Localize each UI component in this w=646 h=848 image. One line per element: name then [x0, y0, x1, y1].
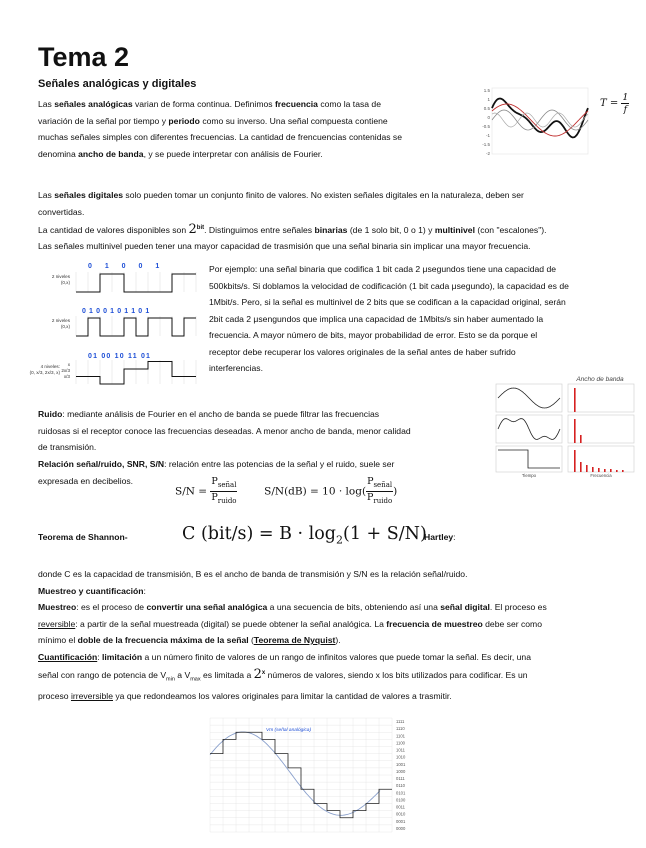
quant-code-label: 1010	[396, 754, 406, 760]
quantization-figure	[200, 712, 428, 838]
quant-code-label: 0001	[396, 818, 406, 824]
svg-text:1.5: 1.5	[483, 88, 490, 93]
svg-text:1: 1	[487, 97, 490, 102]
bandwidth-figure	[492, 372, 638, 478]
svg-text:0 1 0 0 1: 0 1 0 0 1	[88, 263, 165, 270]
composite-wave-figure	[478, 86, 590, 158]
digital-signals-figure	[29, 258, 206, 392]
svg-text:0 1 0 0 1 0 1 1 0 1: 0 1 0 0 1 0 1 1 0 1	[82, 308, 150, 315]
svg-text:0.5: 0.5	[483, 106, 490, 111]
svg-text:-1: -1	[485, 133, 490, 138]
quant-code-label: 1011	[396, 747, 406, 753]
svg-text:Vm (señal analógica): Vm (señal analógica)	[266, 728, 312, 733]
svg-text:01 00 10 11 01: 01 00 10 11 01	[88, 353, 152, 360]
svg-text:-0.5: -0.5	[482, 124, 490, 129]
example-paragraph: Por ejemplo: una señal binaria que codifica 1 bit cada 2 μsegundos tiene una capacidad de 500kbits/s. Si doblamos la velocidad de codificación (1 bit cada μsegundo), la capacidad es de 1Mbit/s. Pero, si la señal es multinivel de 2 bits que se codifican a la capacidad original, serán 2bit cada 2 μsengundos que implica una capacidad de 1Mbits/s sin haber aumentado la frecuencia. A mayor número de bits, mayor probabilidad de error. Esto se da porque el receptor debe recuperar los valores originales de la señal antes de haber sufrido interferencias.	[209, 264, 569, 373]
quant-code-label: 1000	[396, 768, 406, 774]
digital-paragraph: Las señales digitales solo pueden tomar un conjunto finito de valores. No existen señales digitales en la naturaleza, deben ser convertidas. La cantidad de valores disponibles son $2^{bit}$. Distinguimos entre señales binarias (de 1 solo bit, 0 o 1) y multinivel (con "escalones"). Las señales multinivel pueden tener una mayor capacidad de trasmisión que una señal binaria sin implicar una mayor frecuencia.	[38, 190, 547, 252]
quant-code-label: 0101	[396, 790, 406, 796]
svg-text:2 niveles: 2 niveles	[51, 318, 70, 323]
quant-code-label: 0010	[396, 811, 406, 817]
noise-paragraph: Ruido: mediante análisis de Fourier en el ancho de banda se puede filtrar las frecuencias ruidosas si el receptor conoce las frecuencias deseadas. A menor ancho de banda, menor calidad de transmisión.	[38, 409, 411, 452]
quant-code-label: 0000	[396, 825, 406, 831]
page-title: Tema 2	[38, 42, 130, 72]
snr-formula: S/N = $\frac{P_{señal}}{P_{ruido}}$ S/N(dB) = 10 · log( $\frac{P_{señal}}{P_{ruido}}$ )	[175, 476, 398, 505]
svg-text:0: 0	[487, 115, 490, 120]
svg-text:Tiempo: Tiempo	[521, 473, 537, 478]
quant-code-label: 1110	[396, 726, 405, 732]
quant-code-label: 1101	[396, 733, 406, 739]
quant-code-label: 1100	[396, 740, 406, 746]
period-formula: T = $\frac{1}{f}$	[600, 92, 629, 115]
section-subtitle: Señales analógicas y digitales	[38, 78, 197, 90]
sampling-section: donde C es la capacidad de transmisión, B es el ancho de banda de transmisión y S/N es la relación señal/ruido. Muestreo y cuantificación: Muestreo: es el proceso de convertir una señal analógica a una secuencia de bits, obteniendo así una señal digital. El proceso es reversible: a partir de la señal muestreada (digital) se puede obtener la señal analógica. La frecuencia de muestreo debe ser como mínimo el doble de la frecuencia máxima de la señal (Teorema de Nyquist). Cuantificación: limitación a un número finito de valores de un rango de infinitos valores que puede tomar la señal. Es decir, una señal con rango de potencia de $V_{min}$ a $V_{max}$ es limitada a 2$^x$ números de valores, siendo x los bits utilizados para codificar. Es un proceso irreversible ya que redondeamos los valores originales para limitar la cantidad de valores a trasmitir.	[38, 569, 547, 702]
svg-text:x/3: x/3	[63, 374, 70, 379]
svg-text:(0, x/3, 2x/3, x): (0, x/3, 2x/3, x)	[29, 370, 60, 375]
svg-text:Frecuencia: Frecuencia	[590, 473, 612, 478]
shannon-formula: C $(bit/s) = B \cdot \log_2(1 + S/N)$	[182, 524, 427, 547]
svg-text:-1.5: -1.5	[482, 142, 490, 147]
svg-text:(0,x): (0,x)	[60, 324, 70, 329]
shannon-label: Teorema de Shannon-	[38, 532, 128, 542]
svg-text:2 niveles: 2 niveles	[51, 274, 70, 279]
binary-signal-10bit	[76, 318, 196, 336]
quant-code-label: 1001	[396, 761, 406, 767]
svg-text:-2: -2	[485, 151, 490, 156]
snr-paragraph: Relación señal/ruido, SNR, S/N: relación entre las potencias de la señal y el ruido, suele ser expresada en decibelios.	[38, 459, 395, 486]
hartley-label: Hartley:	[424, 532, 456, 542]
quant-code-label: 0110	[396, 783, 406, 789]
svg-text:x: x	[67, 362, 70, 367]
svg-text:2x/3: 2x/3	[61, 368, 70, 373]
svg-text:(0,x): (0,x)	[60, 280, 70, 285]
analog-paragraph: Las señales analógicas varian de forma continua. Definimos frecuencia como la tasa de variación de la señal por tiempo y periodo como su inverso. Una señal compuesta contiene muchas señales simples con diferentes frecuencias. La cantidad de frencuencias contenidas se denomina ancho de banda, y se puede interpretar con análisis de Fourier.	[38, 99, 403, 159]
quant-code-label: 0111	[396, 776, 405, 781]
quant-code-label: 1111	[396, 719, 405, 724]
quant-code-label: 0011	[396, 804, 406, 810]
analog-curve	[210, 732, 380, 815]
svg-text:Ancho de banda: Ancho de banda	[576, 376, 624, 383]
quant-code-label: 0100	[396, 797, 406, 803]
svg-text:4 niveles:: 4 niveles:	[40, 364, 60, 369]
